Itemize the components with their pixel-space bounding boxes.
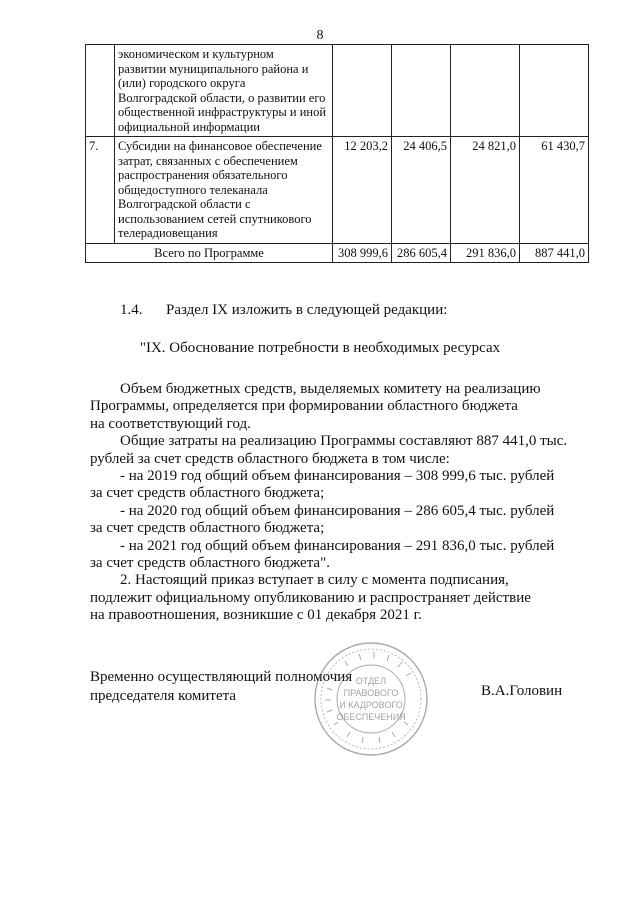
description-line: общественной инфраструктуры и иной <box>118 105 327 119</box>
description-line: общедоступного телеканала <box>118 182 268 197</box>
body-line: - на 2021 год общий объем финансирования – 291 836,0 тыс. рублей <box>120 537 555 554</box>
section-text: Раздел IX изложить в следующей редакции: <box>166 302 448 318</box>
value-2019: 12 203,2 <box>333 137 392 244</box>
body-line: на правоотношения, возникшие с 01 декабря 2021 г. <box>90 607 422 624</box>
description-line: телерадиовещания <box>118 226 218 240</box>
stamp-line: И КАДРОВОГО <box>339 700 403 710</box>
body-line: за счет средств областного бюджета; <box>90 520 325 537</box>
total-row <box>86 243 589 263</box>
body-line: рублей за счет средств областного бюджета в том числе: <box>90 450 450 467</box>
table-row <box>86 45 589 137</box>
description-line: распространения обязательного <box>118 168 288 182</box>
value-2020 <box>392 45 451 137</box>
section-item <box>120 302 447 319</box>
total-all: 887 441,0 <box>520 243 589 263</box>
body-line: - на 2020 год общий объем финансирования – 286 605,4 тыс. рублей <box>120 502 555 519</box>
value-total: 61 430,7 <box>520 137 589 244</box>
description-line: экономическом и культурном <box>118 47 274 61</box>
body-line: 2. Настоящий приказ вступает в силу с момента подписания, <box>120 572 509 589</box>
body-line: Общие затраты на реализацию Программы составляют 887 441,0 тыс. <box>120 433 568 450</box>
total-2020: 286 605,4 <box>392 243 451 263</box>
description-line: Волгоградской области с <box>118 197 251 211</box>
total-2019: 308 999,6 <box>333 243 392 263</box>
description-line: использованием сетей спутникового <box>118 211 312 226</box>
value-2021: 24 821,0 <box>451 137 520 244</box>
description-line: (или) городского округа <box>118 76 246 90</box>
description-line: Волгоградской области, о развитии его <box>118 90 326 105</box>
official-stamp <box>312 640 430 758</box>
stamp-line: ПРАВОВОГО <box>343 688 399 698</box>
row-description <box>115 45 333 137</box>
stamp-line: ОТДЕЛ <box>355 676 387 686</box>
description-line: развитии муниципального района и <box>118 61 309 76</box>
position-line: председателя комитета <box>90 688 237 704</box>
budget-table <box>85 44 589 263</box>
body-line: за счет средств областного бюджета". <box>90 555 330 572</box>
body-line: подлежит официальному опубликованию и распространяет действие <box>90 589 531 606</box>
body-line: - на 2019 год общий объем финансирования – 308 999,6 тыс. рублей <box>120 468 555 485</box>
description-line: официальной информации <box>118 119 260 134</box>
body-line: за счет средств областного бюджета; <box>90 485 325 502</box>
body-line: Программы, определяется при формировании областного бюджета <box>90 398 518 415</box>
description-line: затрат, связанных с обеспечением <box>118 153 298 168</box>
section-number: 1.4. <box>120 302 143 318</box>
page-number: 8 <box>316 28 324 43</box>
total-label: Всего по Программе <box>86 243 333 263</box>
body-line: на соответствующий год. <box>90 415 251 432</box>
body-line: Объем бюджетных средств, выделяемых комитету на реализацию <box>120 381 541 397</box>
description-line: Субсидии на финансовое обеспечение <box>118 139 322 153</box>
value-2020: 24 406,5 <box>392 137 451 244</box>
total-2021: 291 836,0 <box>451 243 520 263</box>
row-description <box>115 137 333 244</box>
section-heading: "IX. Обоснование потребности в необходимых ресурсах <box>139 340 501 356</box>
body-text <box>90 381 586 625</box>
row-number <box>86 45 115 137</box>
row-number: 7. <box>86 137 115 244</box>
value-total <box>520 45 589 137</box>
stamp-line: ОБЕСПЕЧЕНИЯ <box>336 712 406 722</box>
value-2019 <box>333 45 392 137</box>
signatory-name: В.А.Головин <box>481 683 563 699</box>
table-row <box>86 137 589 244</box>
position-line: Временно осуществляющий полномочия <box>90 669 353 685</box>
value-2021 <box>451 45 520 137</box>
